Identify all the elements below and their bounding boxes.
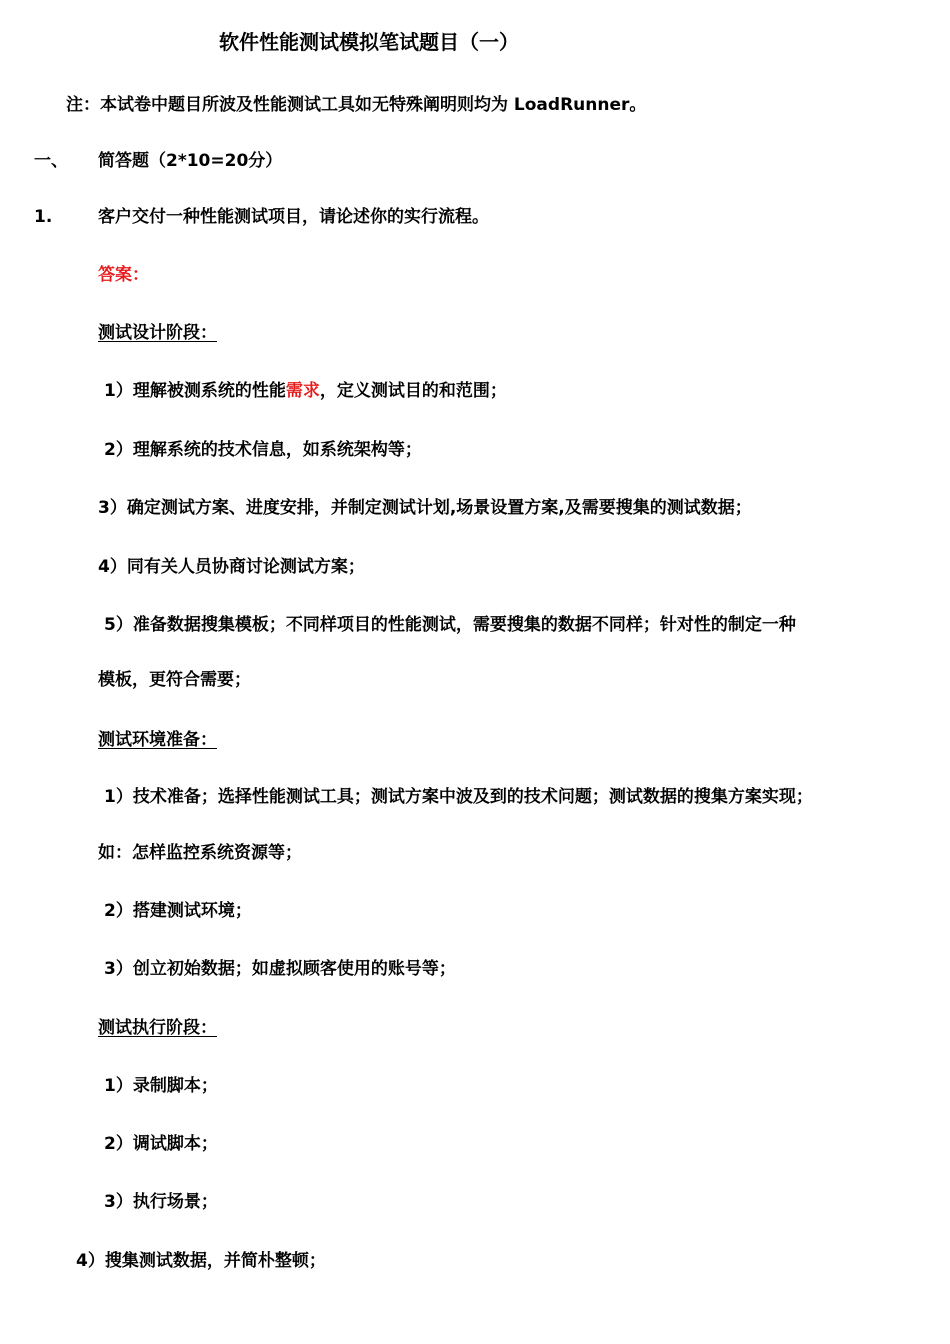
design-item-1-tail: ，定义测试目的和范围； <box>319 381 507 401</box>
section-heading: 简答题（2*10=20分） <box>98 151 283 171</box>
design-item-1 <box>104 380 507 402</box>
question-text: 客户交付一种性能测试项目，请论述你的实行流程。 <box>98 207 489 227</box>
section-number: 一、 <box>34 151 68 171</box>
design-phase-heading: 测试设计阶段： <box>98 323 217 343</box>
note-text: 注：本试卷中题目所波及性能测试工具如无特殊阐明则均为 LoadRunner。 <box>66 95 647 115</box>
answer-label: 答案： <box>98 265 149 285</box>
execution-item-2: 2）调试脚本； <box>104 1134 218 1154</box>
design-item-1-text: 1）理解被测系统的性能 <box>104 381 286 401</box>
design-item-5-line-2: 模板，更符合需要； <box>98 670 251 690</box>
environment-item-3: 3）创立初始数据；如虚拟顾客使用的账号等； <box>104 959 456 979</box>
execution-item-1: 1）录制脚本； <box>104 1076 218 1096</box>
requirement-highlight: 需求 <box>285 381 320 401</box>
environment-item-2: 2）搭建测试环境； <box>104 901 252 921</box>
design-item-4: 4）同有关人员协商讨论测试方案； <box>98 557 365 577</box>
execution-item-4: 4）搜集测试数据，并简朴整顿； <box>76 1251 326 1271</box>
environment-item-1-line-2: 如：怎样监控系统资源等； <box>98 843 302 863</box>
design-item-2: 2）理解系统的技术信息，如系统架构等； <box>104 440 422 460</box>
question-number: 1. <box>34 207 53 227</box>
execution-item-3: 3）执行场景； <box>104 1192 218 1212</box>
environment-item-1-line-1: 1）技术准备；选择性能测试工具；测试方案中波及到的技术问题；测试数据的搜集方案实现； <box>104 787 813 807</box>
design-item-5-line-1: 5）准备数据搜集模板；不同样项目的性能测试，需要搜集的数据不同样；针对性的制定一种 <box>104 615 796 635</box>
document-title: 软件性能测试模拟笔试题目（一） <box>219 30 519 54</box>
environment-phase-heading: 测试环境准备： <box>98 730 217 750</box>
execution-phase-heading: 测试执行阶段： <box>98 1018 217 1038</box>
design-item-3: 3）确定测试方案、进度安排，并制定测试计划,场景设置方案,及需要搜集的测试数据； <box>98 498 752 518</box>
